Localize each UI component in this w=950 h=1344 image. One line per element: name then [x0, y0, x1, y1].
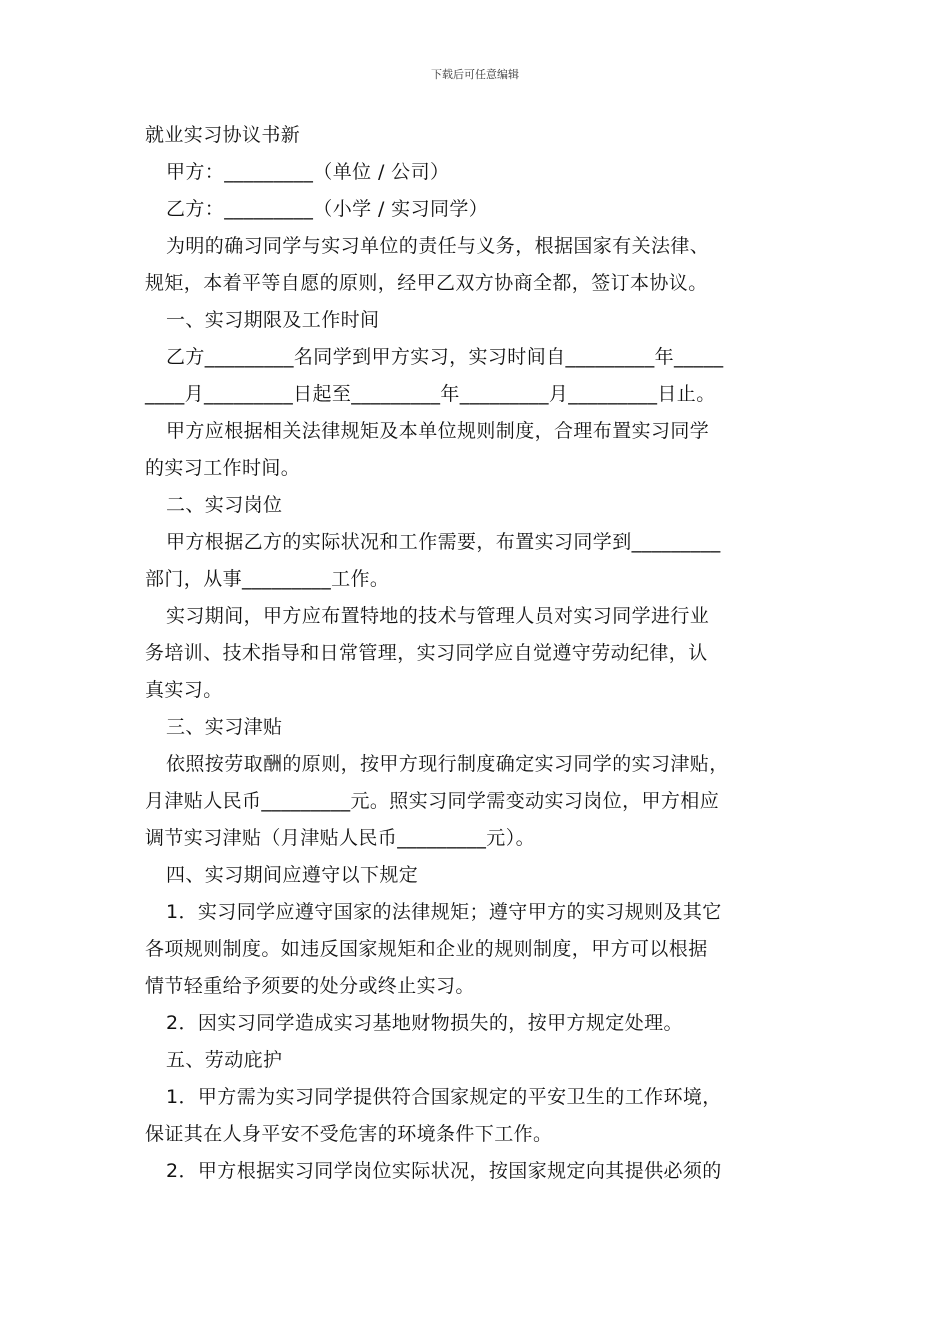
- text-line: 部门，从事_________工作。: [145, 568, 390, 590]
- text-line: 五、劳动庇护: [166, 1049, 283, 1071]
- text-line: 三、实习津贴: [166, 716, 283, 738]
- text-line: 甲方：_________（单位 / 公司）: [166, 161, 450, 183]
- text-line: 依照按劳取酬的原则，按甲方现行制度确定实习同学的实习津贴，: [166, 753, 729, 775]
- text-line: 1．实习同学应遵守国家的法律规矩；遵守甲方的实习规则及其它: [166, 901, 722, 923]
- text-line: 2．因实习同学造成实习基地财物损失的，按甲方规定处理。: [166, 1012, 683, 1034]
- text-line: 2．甲方根据实习同学岗位实际状况，按国家规定向其提供必须的: [166, 1160, 722, 1182]
- text-line: 规矩，本着平等自愿的原则，经甲乙双方协商全都，签订本协议。: [145, 272, 708, 294]
- text-line: 1．甲方需为实习同学提供符合国家规定的平安卫生的工作环境，: [166, 1086, 722, 1108]
- text-line: 保证其在人身平安不受危害的环境条件下工作。: [145, 1123, 553, 1145]
- text-line: 甲方根据乙方的实际状况和工作需要，布置实习同学到_________: [166, 531, 721, 553]
- text-line: 情节轻重给予须要的处分或终止实习。: [145, 975, 475, 997]
- header-note: 下载后可任意编辑: [431, 68, 519, 81]
- text-line: 甲方应根据相关法律规矩及本单位规则制度，合理布置实习同学: [166, 420, 710, 442]
- agreement-body: [145, 117, 810, 1190]
- document-title: 就业实习协议书新: [145, 124, 301, 146]
- text-line: 各项规则制度。如违反国家规矩和企业的规则制度，甲方可以根据: [145, 938, 708, 960]
- text-line: 实习期间，甲方应布置特地的技术与管理人员对实习同学进行业: [166, 605, 710, 627]
- text-line: 为明的确习同学与实习单位的责任与义务，根据国家有关法律、: [166, 235, 710, 257]
- text-line: 真实习。: [145, 679, 223, 701]
- text-line: 务培训、技术指导和日常管理，实习同学应自觉遵守劳动纪律，认: [145, 642, 708, 664]
- text-line: 二、实习岗位: [166, 494, 283, 516]
- text-line: 调节实习津贴（月津贴人民币_________元）。: [145, 827, 536, 849]
- text-line: 月津贴人民币_________元。照实习同学需变动实习岗位，甲方相应: [145, 790, 720, 812]
- text-line: 四、实习期间应遵守以下规定: [166, 864, 419, 886]
- text-line: 乙方_________名同学到甲方实习，实习时间自_________年_____: [166, 346, 724, 368]
- text-line: 的实习工作时间。: [145, 457, 301, 479]
- text-line: 一、实习期限及工作时间: [166, 309, 380, 331]
- text-line: 乙方：_________（小学 / 实习同学）: [166, 198, 489, 220]
- text-line: ____月_________日起至_________年_________月_________日止。: [145, 383, 716, 405]
